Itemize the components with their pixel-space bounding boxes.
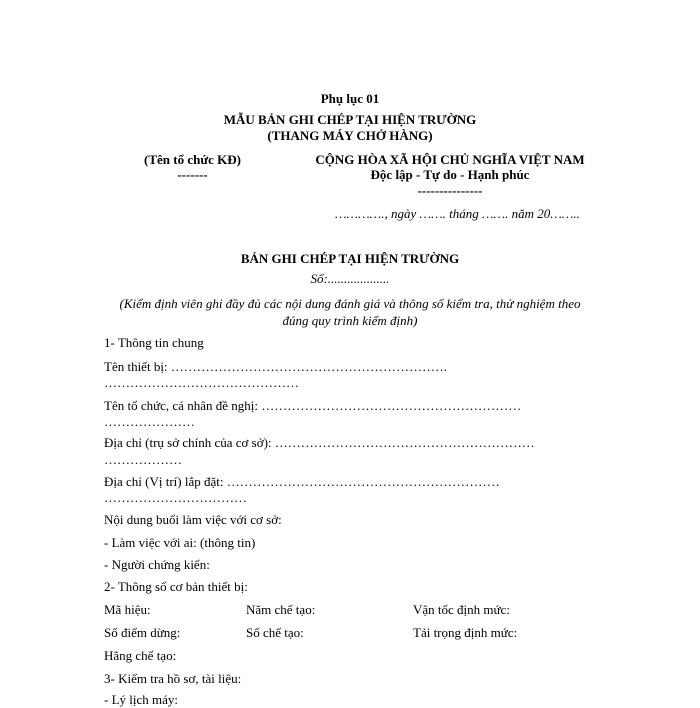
device-name-field-cont: ……………………………………… (104, 375, 299, 390)
document-title: BẢN GHI CHÉP TẠI HIỆN TRƯỜNG (240, 251, 460, 266)
meeting-content-label: Nội dung buổi làm việc với cơ sở: (104, 512, 282, 527)
rated-speed-label: Vận tốc định mức: (413, 602, 510, 617)
requester-field: Tên tổ chức, cá nhân đề nghị: …………………………………………………… (104, 398, 522, 413)
stops-label: Số điểm dừng: (104, 625, 181, 640)
form-title: MẪU BẢN GHI CHÉP TẠI HIỆN TRƯỜNG (223, 112, 477, 127)
manufacturer-label: Hãng chế tạo: (104, 648, 177, 663)
witness-label: - Người chứng kiến: (104, 557, 210, 572)
motto-separator: --------------- (417, 183, 483, 198)
address-hq-field-cont: ……………… (104, 452, 182, 467)
requester-field-cont: ………………… (104, 414, 195, 429)
install-location-field-cont: …………………………… (104, 490, 247, 505)
document-number: Số:................... (310, 271, 390, 286)
model-label: Mã hiệu: (104, 602, 151, 617)
device-name-field: Tên thiết bị: ………………………………………………………. (104, 359, 448, 374)
equipment-record-label: - Lý lịch máy: (104, 692, 179, 707)
appendix-label: Phụ lục 01 (320, 91, 380, 106)
instruction-line-1: (Kiểm định viên ghi đầy đủ các nội dung đánh giá và thông số kiểm tra, thử nghiệm theo (119, 296, 581, 311)
national-motto: Độc lập - Tự do - Hạnh phúc (370, 167, 530, 182)
rated-load-label: Tải trọng định mức: (413, 625, 518, 640)
date-line: …………., ngày ……. tháng ……. năm 20…….. (335, 206, 580, 221)
form-subtitle: (THANG MÁY CHỞ HÀNG) (267, 128, 433, 143)
year-label: Năm chế tạo: (246, 602, 316, 617)
install-location-field: Địa chỉ (Vị trí) lắp đặt: ……………………………………………………… (104, 474, 500, 489)
address-hq-field: Địa chỉ (trụ sở chính của cơ sở): …………………………………………………… (104, 435, 535, 450)
section2-heading: 2- Thông số cơ bản thiết bị: (104, 579, 248, 594)
org-separator: ------- (177, 167, 208, 182)
section1-heading: 1- Thông tin chung (104, 335, 204, 350)
serial-label: Số chế tạo: (246, 625, 304, 640)
org-name: (Tên tổ chức KĐ) (144, 152, 241, 167)
worked-with-label: - Làm việc với ai: (thông tin) (104, 535, 256, 550)
national-title: CỘNG HÒA XÃ HỘI CHỦ NGHĨA VIỆT NAM (315, 152, 585, 167)
instruction-line-2: đúng quy trình kiểm định) (282, 313, 418, 328)
section3-heading: 3- Kiểm tra hồ sơ, tài liệu: (104, 671, 242, 686)
